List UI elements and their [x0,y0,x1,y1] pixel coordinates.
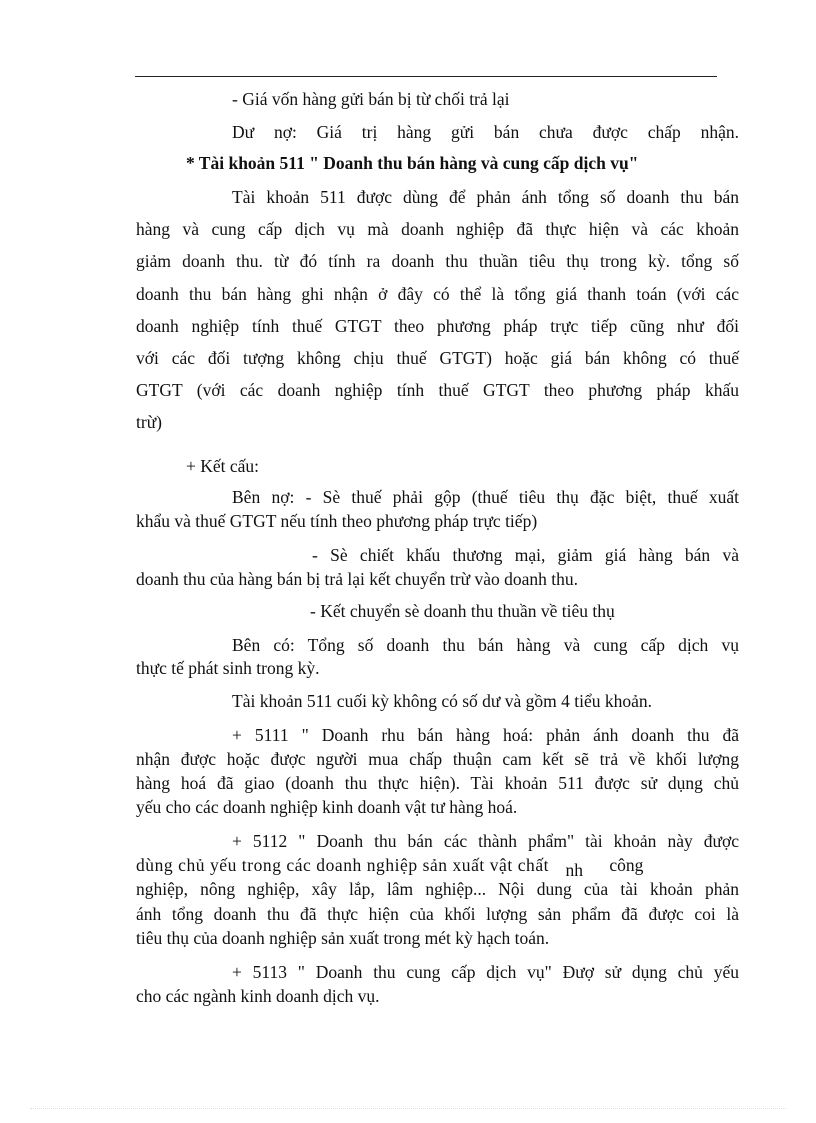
paragraph-line: hàng hoá đã giao (doanh thu thực hiện). Tài khoản 511 được sử dụng chủ [136,773,739,793]
line-gia-von: - Giá vốn hàng gửi bán bị từ chối trả lại [232,89,510,109]
paragraph-line: nhận được hoặc được người mua chấp thuận cam kết sẽ trả về khối lượng [136,749,739,769]
paragraph-line: doanh thu bán hàng ghi nhận ở đây có thể là tổng giá thanh toán (với các [136,284,739,304]
ket-cau-label: + Kết cấu: [186,456,260,476]
section-heading: * Tài khoản 511 " Doanh thu bán hàng và cung cấp dịch vụ" [186,153,639,173]
paragraph-line: nghiệp, nông nghiệp, xây lắp, lâm nghiệp... Nội dung của tài khoản phản [136,879,739,899]
paragraph-line: với các đối tượng không chịu thuế GTGT) hoặc giá bán không có thuế [136,348,739,368]
paragraph-line: Bên nợ: - Sè thuế phải gộp (thuế tiêu thụ đặc biệt, thuế xuất [232,487,739,507]
text-span: công [609,855,644,875]
paragraph-line: cho các ngành kinh doanh dịch vụ. [136,986,380,1006]
header-rule [135,76,717,77]
paragraph-line [136,854,739,880]
paragraph-line: Tài khoản 511 được dùng để phản ánh tổng số doanh thu bán [232,187,739,207]
paragraph-line: doanh thu của hàng bán bị trả lại kết chuyển trừ vào doanh thu. [136,569,578,589]
paragraph-line: trừ) [136,412,163,432]
paragraph-line: doanh nghiệp tính thuế GTGT theo phương pháp trực tiếp cũng như đối [136,316,739,336]
footer-divider [30,1108,786,1109]
text-span: dùng chủ yếu trong các doanh nghiệp sản xuất vật chất [136,855,550,875]
paragraph-line: yếu cho các doanh nghiệp kinh doanh vật tư hàng hoá. [136,797,518,817]
paragraph-line: tiêu thụ của doanh nghiệp sản xuất trong mét kỳ hạch toán. [136,928,550,948]
line-du-no: Dư nợ: Giá trị hàng gửi bán chưa được chấp nhận. [232,122,739,142]
paragraph-line: Bên có: Tổng số doanh thu bán hàng và cung cấp dịch vụ [232,635,739,655]
paragraph-line: thực tế phát sinh trong kỳ. [136,658,320,678]
paragraph-line: - Kết chuyển sè doanh thu thuần về tiêu thụ [310,601,615,621]
text-span: nh [565,860,583,880]
paragraph-line: giảm doanh thu. từ đó tính ra doanh thu thuần tiêu thụ trong kỳ. tổng số [136,251,739,271]
paragraph-line: khẩu và thuế GTGT nếu tính theo phương pháp trực tiếp) [136,511,538,531]
paragraph-line: + 5112 " Doanh thu bán các thành phẩm" tài khoản này được [232,831,739,851]
paragraph-line: + 5111 " Doanh rhu bán hàng hoá: phản ánh doanh thu đã [232,725,739,745]
paragraph-line: GTGT (với các doanh nghiệp tính thuế GTGT theo phương pháp khấu [136,380,739,400]
paragraph-line: + 5113 " Doanh thu cung cấp dịch vụ" Đượ sử dụng chủ yếu [232,962,739,982]
paragraph-line: ánh tổng doanh thu đã thực hiện của khối lượng sản phẩm đã được coi là [136,904,739,924]
paragraph-line: hàng và cung cấp dịch vụ mà doanh nghiệp đã thực hiện và các khoản [136,219,739,239]
paragraph-line: Tài khoản 511 cuối kỳ không có số dư và gồm 4 tiểu khoản. [232,691,653,711]
paragraph-line: - Sè chiết khấu thương mại, giảm giá hàng bán và [312,545,739,565]
